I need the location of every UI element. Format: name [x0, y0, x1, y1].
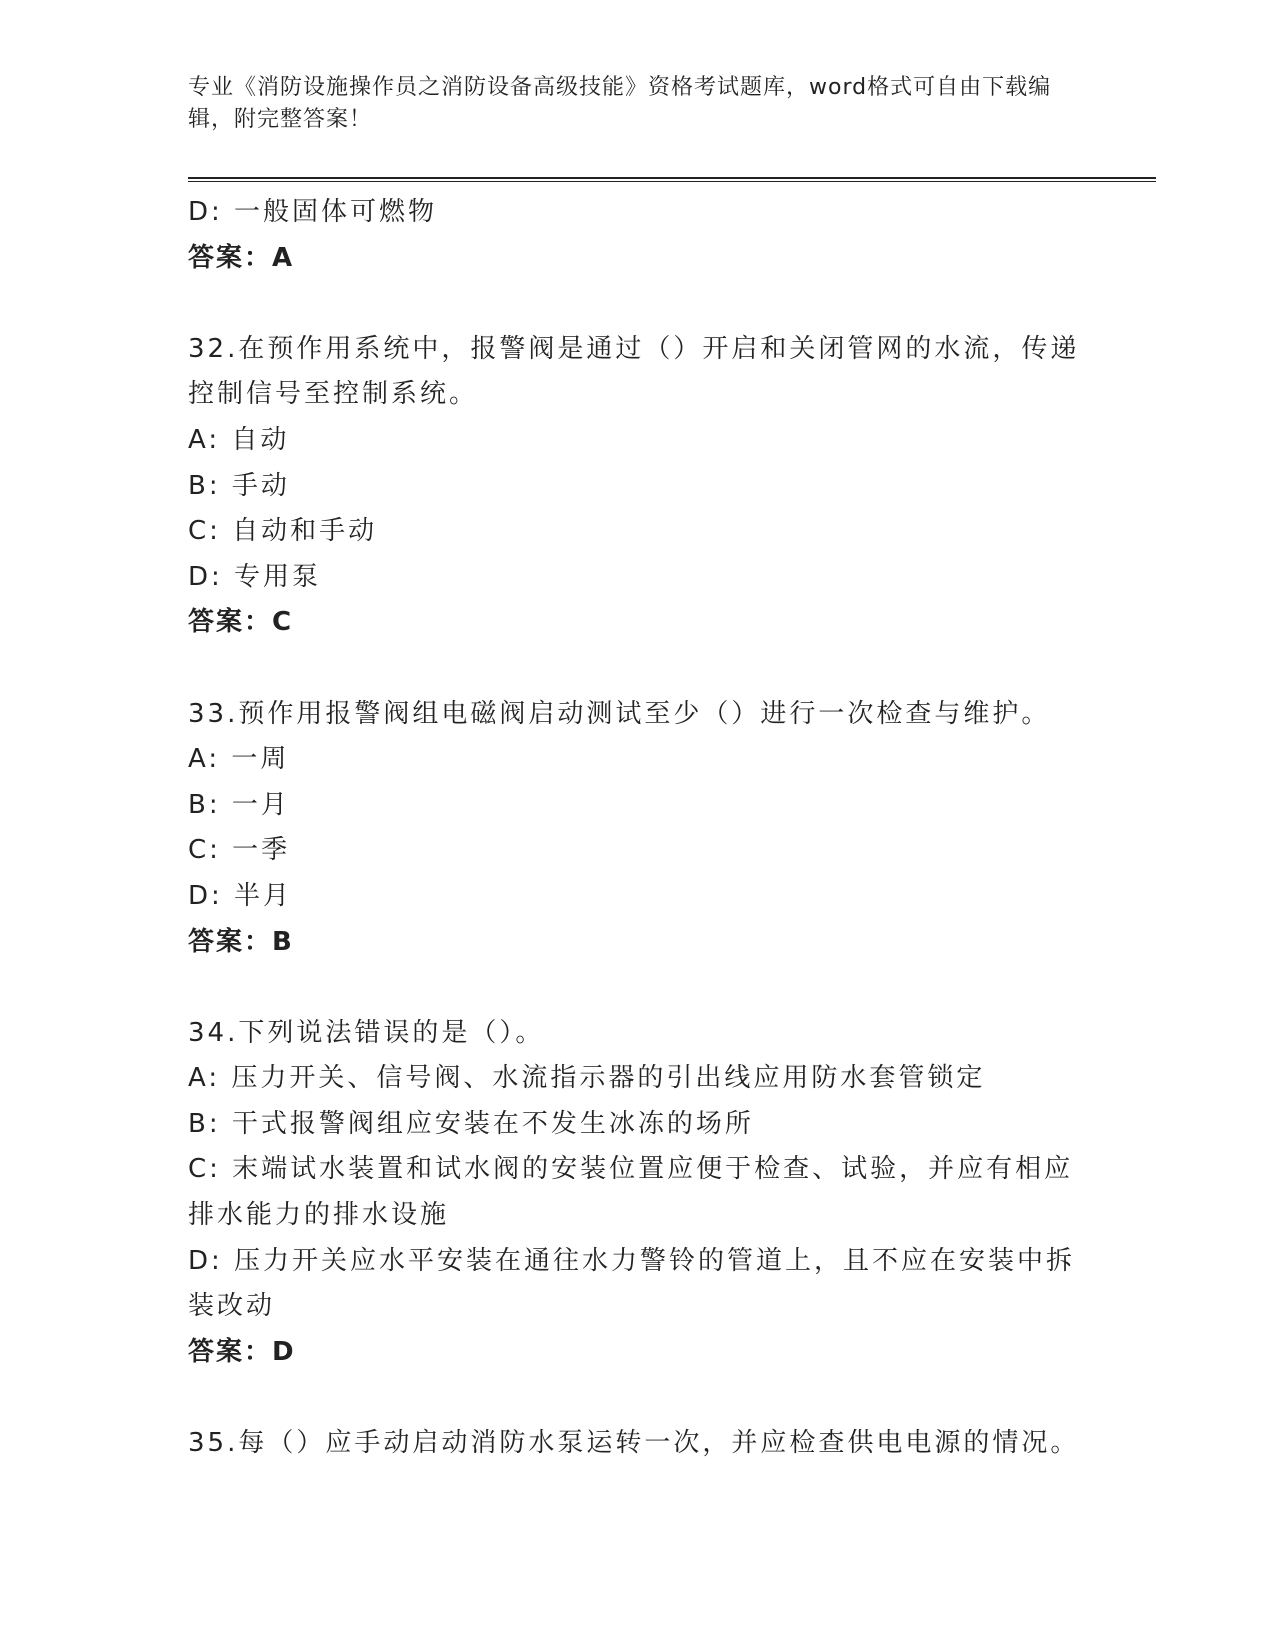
question-32-answer: 答案：C [188, 607, 294, 638]
question-33-option-a: A: 一周 [188, 744, 290, 775]
question-32-option-a: A: 自动 [188, 424, 290, 455]
question-32-option-c: C: 自动和手动 [188, 516, 378, 547]
header-divider-thin [188, 181, 1156, 182]
question-34-option-b: B: 干式报警阀组应安装在不发生冰冻的场所 [188, 1108, 754, 1139]
question-34-option-c: C: 末端试水装置和试水阀的安装位置应便于检查、试验，并应有相应排水能力的排水设施 [188, 1154, 1074, 1231]
question-content [188, 190, 1088, 1467]
question-34-option-a: A: 压力开关、信号阀、水流指示器的引出线应用防水套管锁定 [188, 1063, 986, 1094]
question-35-stem: 35.每（）应手动启动消防水泵运转一次，并应检查供电电源的情况。 [188, 1428, 1080, 1459]
question-33-stem: 33.预作用报警阀组电磁阀启动测试至少（）进行一次检查与维护。 [188, 698, 1051, 729]
question-33-option-d: D: 半月 [188, 880, 293, 911]
header-divider [188, 177, 1156, 179]
prev-answer: 答案：A [188, 242, 295, 273]
question-33-option-c: C: 一季 [188, 835, 291, 866]
question-32-option-d: D: 专用泵 [188, 561, 322, 592]
question-32-stem: 32.在预作用系统中，报警阀是通过（）开启和关闭管网的水流，传递控制信号至控制系统。 [188, 333, 1080, 410]
question-34-answer: 答案：D [188, 1336, 296, 1367]
document-header: 专业《消防设施操作员之消防设备高级技能》资格考试题库，word格式可自由下载编辑，附完整答案！ [188, 75, 1052, 132]
question-33-answer: 答案：B [188, 926, 294, 957]
question-34-option-d: D: 压力开关应水平安装在通往水力警铃的管道上，且不应在安装中拆装改动 [188, 1245, 1076, 1322]
question-33-option-b: B: 一月 [188, 789, 290, 820]
question-32-option-b: B: 手动 [188, 470, 290, 501]
question-34-stem: 34.下列说法错误的是（）。 [188, 1017, 545, 1048]
prev-option-d: D: 一般固体可燃物 [188, 197, 438, 227]
